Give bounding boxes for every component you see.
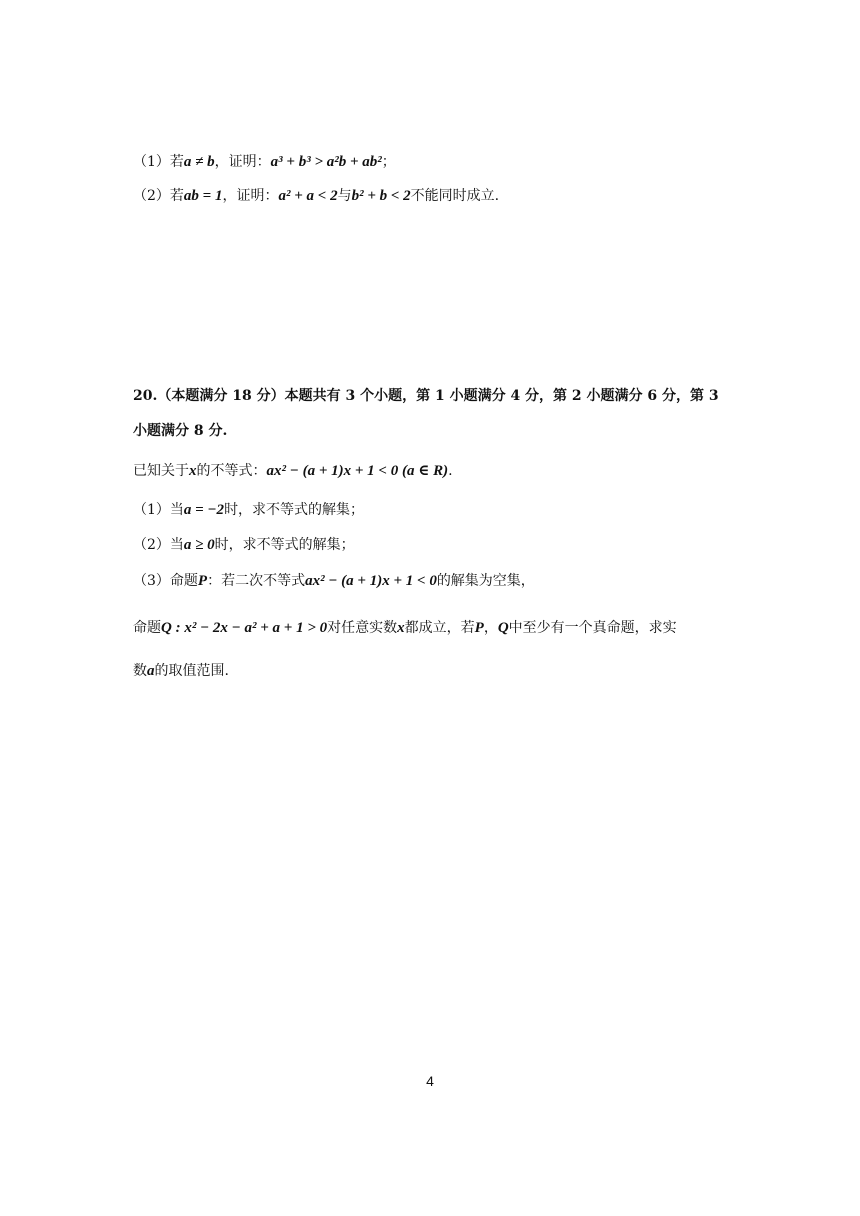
page-number: 4 [426,1073,434,1089]
math-expression: ax² − (a + 1)x + 1 < 0 (a ∈ R) [266,463,449,479]
q20-part3: （3）命题P：若二次不等式ax² − (a + 1)x + 1 < 0的解集为空集， [133,573,535,589]
q20-part1: （1）当a = −2时，求不等式的解集； [133,502,365,518]
math-expression: Q : x² − 2x − a² + a + 1 > 0 [161,620,328,636]
math-expression: a² + a < 2 [278,188,338,204]
q20-part3-proposition-q: 命题Q : x² − 2x − a² + a + 1 > 0对任意实数x都成立，若P，Q中至少有一个真命题，求实 [133,620,677,636]
math-expression: b² + b < 2 [351,188,411,204]
math-condition: ab = 1 [183,188,223,204]
math-condition: a ≠ b [183,154,215,170]
q20-given: 已知关于x的不等式：ax² − (a + 1)x + 1 < 0 (a ∈ R). [133,463,453,479]
math-expression: a³ + b³ > a²b + ab² [270,154,382,170]
q20-part2: （2）当a ≥ 0时，求不等式的解集； [133,537,355,553]
q20-header-line1: 20.（本题满分 18 分）本题共有 3 个小题，第 1 小题满分 4 分，第 2 小题满分 6 分，第 3 [133,388,719,404]
q20-header-line2: 小题满分 8 分. [133,423,228,439]
q19-part1: （1）若a ≠ b，证明：a³ + b³ > a²b + ab²； [133,154,396,170]
q20-part3-end: 数a的取值范围. [133,663,229,679]
math-expression: ax² − (a + 1)x + 1 < 0 [305,573,437,589]
q19-part2: （2）若ab = 1，证明：a² + a < 2与b² + b < 2不能同时成立. [133,188,500,204]
